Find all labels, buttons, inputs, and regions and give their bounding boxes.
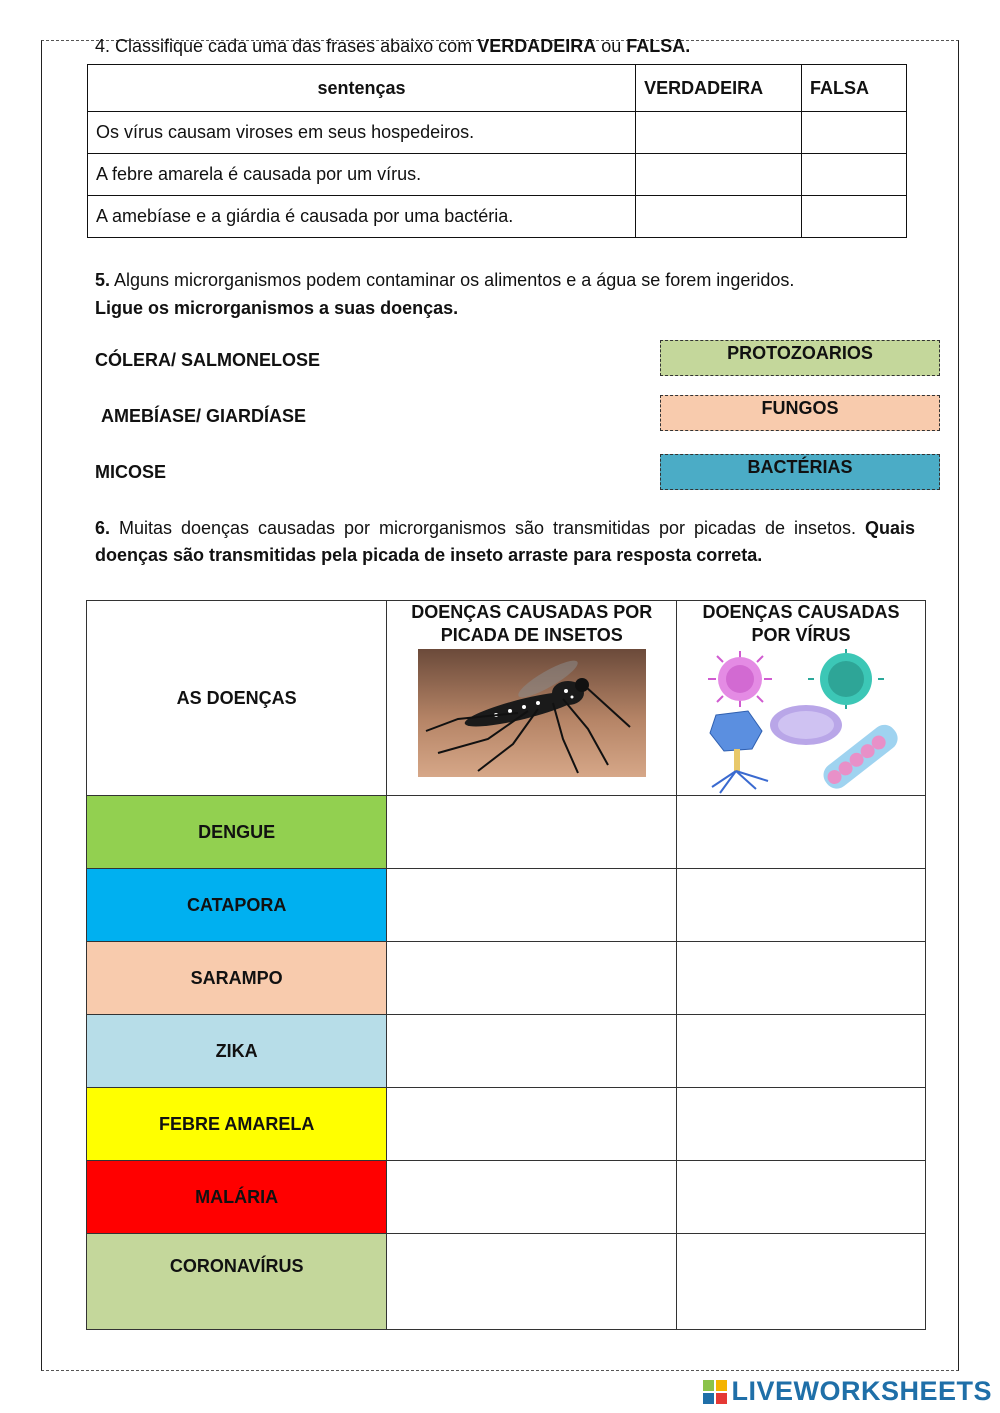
header-virus-line2: POR VÍRUS bbox=[751, 625, 851, 645]
disease-cell[interactable]: ZIKA bbox=[87, 1015, 387, 1088]
option-protozoa[interactable]: PROTOZOARIOS bbox=[660, 340, 940, 376]
true-answer-cell[interactable] bbox=[636, 196, 802, 238]
virus-answer-cell[interactable] bbox=[677, 869, 926, 942]
header-sentences: sentenças bbox=[88, 65, 636, 112]
virus-answer-cell[interactable] bbox=[677, 1234, 926, 1330]
table-row bbox=[87, 1015, 926, 1088]
virus-answer-cell[interactable] bbox=[677, 1088, 926, 1161]
header-false: FALSA bbox=[802, 65, 907, 112]
sentence-cell: Os vírus causam viroses em seus hospedeiros. bbox=[88, 112, 636, 154]
table-row bbox=[87, 942, 926, 1015]
insect-answer-cell[interactable] bbox=[387, 942, 677, 1015]
virus-answer-cell[interactable] bbox=[677, 796, 926, 869]
q6-prompt: 6. Muitas doenças causadas por microrganismos são transmitidas por picadas de insetos. Quais doenças são transmitidas pela picada de inseto arraste para resposta correta. bbox=[95, 518, 915, 565]
disease-mycosis[interactable]: MICOSE bbox=[95, 462, 167, 482]
disease-cholera-salmonellosis[interactable]: CÓLERA/ SALMONELOSE bbox=[95, 350, 321, 370]
table-row bbox=[87, 1234, 926, 1330]
header-insect-line2: PICADA DE INSETOS bbox=[440, 625, 623, 645]
insect-answer-cell[interactable] bbox=[387, 1088, 677, 1161]
virus-illustration bbox=[696, 649, 906, 795]
false-answer-cell[interactable] bbox=[802, 196, 907, 238]
disease-cell[interactable]: FEBRE AMARELA bbox=[87, 1088, 387, 1161]
brand-name: LIVEWORKSHEETS bbox=[731, 1376, 992, 1406]
true-answer-cell[interactable] bbox=[636, 154, 802, 196]
mosquito-photo bbox=[418, 649, 646, 777]
disease-cell[interactable]: DENGUE bbox=[87, 796, 387, 869]
header-virus-line1: DOENÇAS CAUSADAS bbox=[702, 602, 900, 622]
virus-answer-cell[interactable] bbox=[677, 1161, 926, 1234]
virus-answer-cell[interactable] bbox=[677, 942, 926, 1015]
header-insect-line1: DOENÇAS CAUSADAS POR bbox=[411, 602, 653, 622]
true-answer-cell[interactable] bbox=[636, 112, 802, 154]
disease-classification-table bbox=[86, 600, 926, 1330]
disease-amebiasis-giardiasis[interactable]: AMEBÍASE/ GIARDÍASE bbox=[101, 406, 307, 426]
table-row bbox=[88, 154, 907, 196]
insect-answer-cell[interactable] bbox=[387, 869, 677, 942]
table-row bbox=[88, 196, 907, 238]
table-row bbox=[87, 796, 926, 869]
header-insect-bite bbox=[387, 601, 677, 796]
false-answer-cell[interactable] bbox=[802, 154, 907, 196]
insect-answer-cell[interactable] bbox=[387, 1234, 677, 1330]
header-true: VERDADEIRA bbox=[636, 65, 802, 112]
option-fungi[interactable]: FUNGOS bbox=[660, 395, 940, 431]
insect-answer-cell[interactable] bbox=[387, 1161, 677, 1234]
virus-answer-cell[interactable] bbox=[677, 1015, 926, 1088]
sentence-cell: A amebíase e a giárdia é causada por uma bactéria. bbox=[88, 196, 636, 238]
insect-answer-cell[interactable] bbox=[387, 796, 677, 869]
false-answer-cell[interactable] bbox=[802, 112, 907, 154]
table-row bbox=[88, 112, 907, 154]
header-diseases: AS DOENÇAS bbox=[87, 601, 387, 796]
insect-answer-cell[interactable] bbox=[387, 1015, 677, 1088]
table-row bbox=[87, 1088, 926, 1161]
disease-cell[interactable]: CORONAVÍRUS bbox=[87, 1234, 387, 1330]
liveworksheets-brand bbox=[703, 1376, 992, 1407]
disease-cell[interactable]: MALÁRIA bbox=[87, 1161, 387, 1234]
true-false-table bbox=[87, 64, 907, 238]
sentence-cell: A febre amarela é causada por um vírus. bbox=[88, 154, 636, 196]
table-row bbox=[87, 869, 926, 942]
q5-prompt: 5. Alguns microrganismos podem contaminar os alimentos e a água se forem ingeridos. Ligue os microrganismos a suas doenças. bbox=[95, 270, 795, 318]
header-virus bbox=[677, 601, 926, 796]
option-bacteria[interactable]: BACTÉRIAS bbox=[660, 454, 940, 490]
table-row bbox=[87, 1161, 926, 1234]
q4-title: 4. Classifique cada uma das frases abaixo com VERDADEIRA ou FALSA. bbox=[95, 36, 691, 56]
disease-cell[interactable]: CATAPORA bbox=[87, 869, 387, 942]
liveworksheets-logo-icon bbox=[703, 1380, 727, 1404]
disease-cell[interactable]: SARAMPO bbox=[87, 942, 387, 1015]
